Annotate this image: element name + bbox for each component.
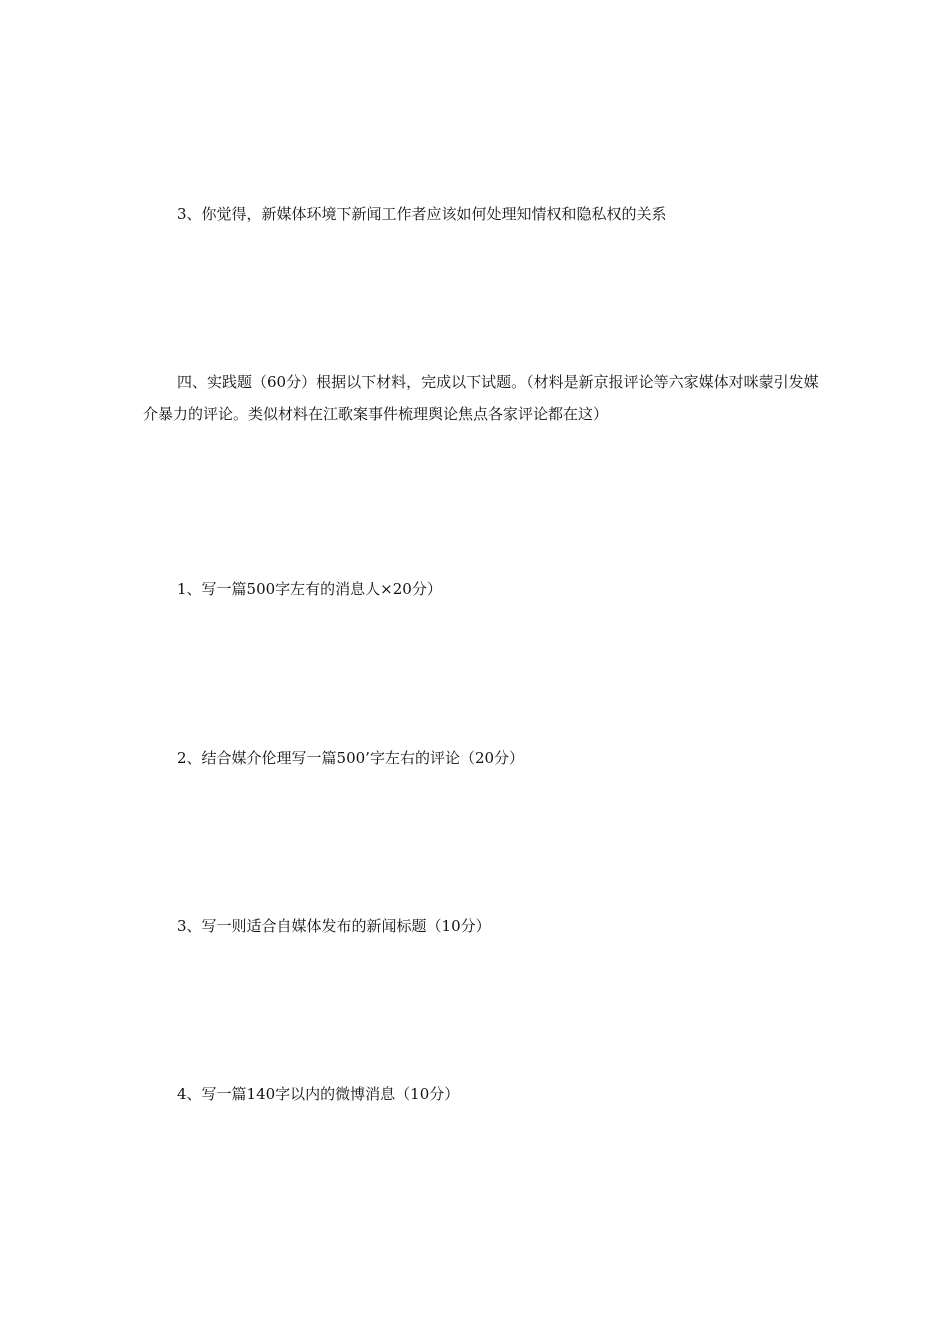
task-3-text: 3、写一则适合自媒体发布的新闻标题（10分）: [177, 917, 491, 935]
question-3-text: 3、你觉得，新媒体环境下新闻工作者应该如何处理知情权和隐私权的关系: [177, 205, 667, 223]
task-1-text: 1、写一篇500字左有的消息人×20分）: [177, 580, 442, 598]
section-four-heading: 四、实践题（60分）根据以下材料，完成以下试题。（材料是新京报评论等六家媒体对咪蒙引发媒介暴力的评论。类似材料在江歌案事件梳理舆论焦点各家评论都在这）: [143, 373, 819, 423]
task-2-text: 2、结合媒介伦理写一篇500’字左右的评论（20分）: [177, 749, 525, 767]
task-4-text: 4、写一篇140字以内的微博消息（10分）: [177, 1085, 460, 1103]
